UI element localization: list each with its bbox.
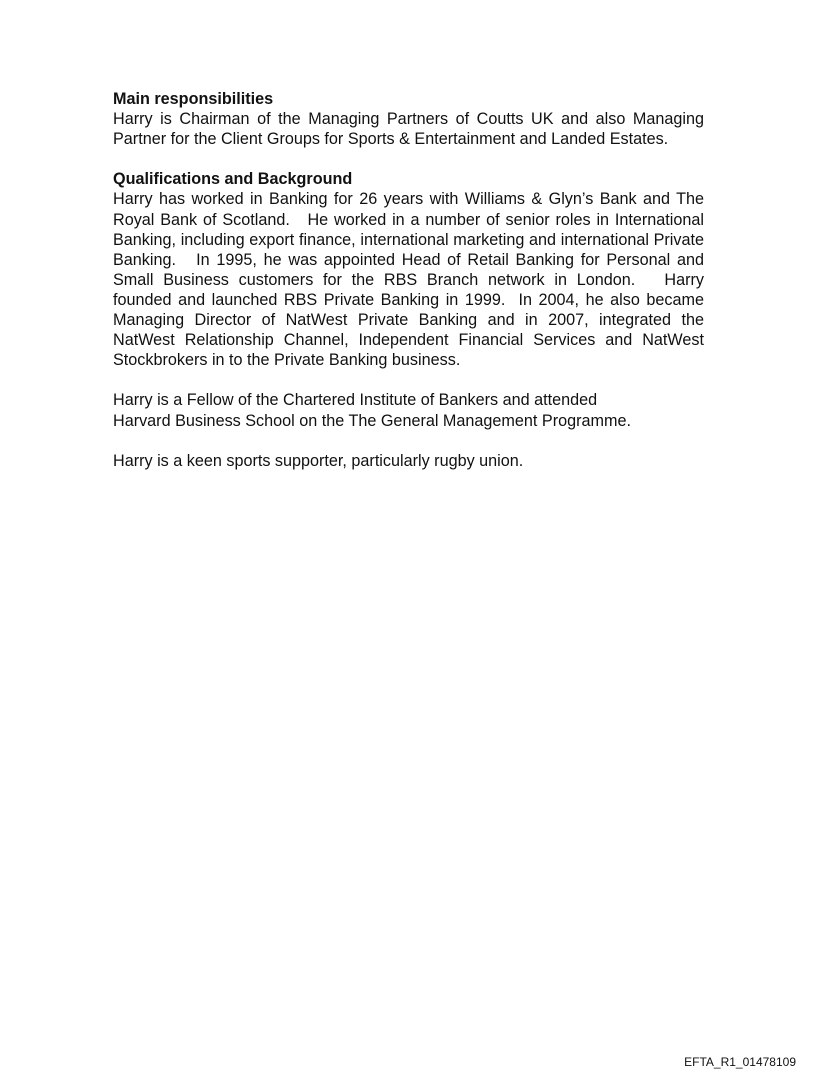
paragraph-spacer xyxy=(113,370,704,390)
paragraph-spacer xyxy=(113,431,704,451)
fellow-text xyxy=(113,390,704,430)
sports-text: Harry is a keen sports supporter, particularly rugby union. xyxy=(113,451,524,470)
document-page xyxy=(113,89,704,471)
fellow-line-1: Harry is a Fellow of the Chartered Institute of Bankers and attended xyxy=(113,391,598,410)
fellow-line-2: Harvard Business School on the The General Management Programme. xyxy=(113,411,631,430)
qualifications-heading: Qualifications and Background xyxy=(113,170,353,189)
qualifications-text: Harry has worked in Banking for 26 years with Williams & Glyn’s Bank and The Royal Bank of Scotland. He worked in a number of senior roles in International Banking, including export finance, international marketing and international Private Banking. In 1995, he was appointed Head of Retail Banking for Personal and Small Business customers for the RBS Branch network in London. Harry founded and launched RBS Private Banking in 1999. In 2004, he also became Managing Director of NatWest Private Banking and in 2007, integrated the NatWest Relationship Channel, Independent Financial Services and NatWest Stockbrokers in to the Private Banking business. xyxy=(113,190,704,370)
document-id: EFTA_R1_01478109 xyxy=(684,1055,796,1069)
main-responsibilities-heading: Main responsibilities xyxy=(113,90,274,108)
paragraph-spacer xyxy=(113,149,704,169)
main-responsibilities-text: Harry is Chairman of the Managing Partners of Coutts UK and also Managing Partner for the Client Groups for Sports & Entertainment and Landed Estates. xyxy=(113,110,704,149)
